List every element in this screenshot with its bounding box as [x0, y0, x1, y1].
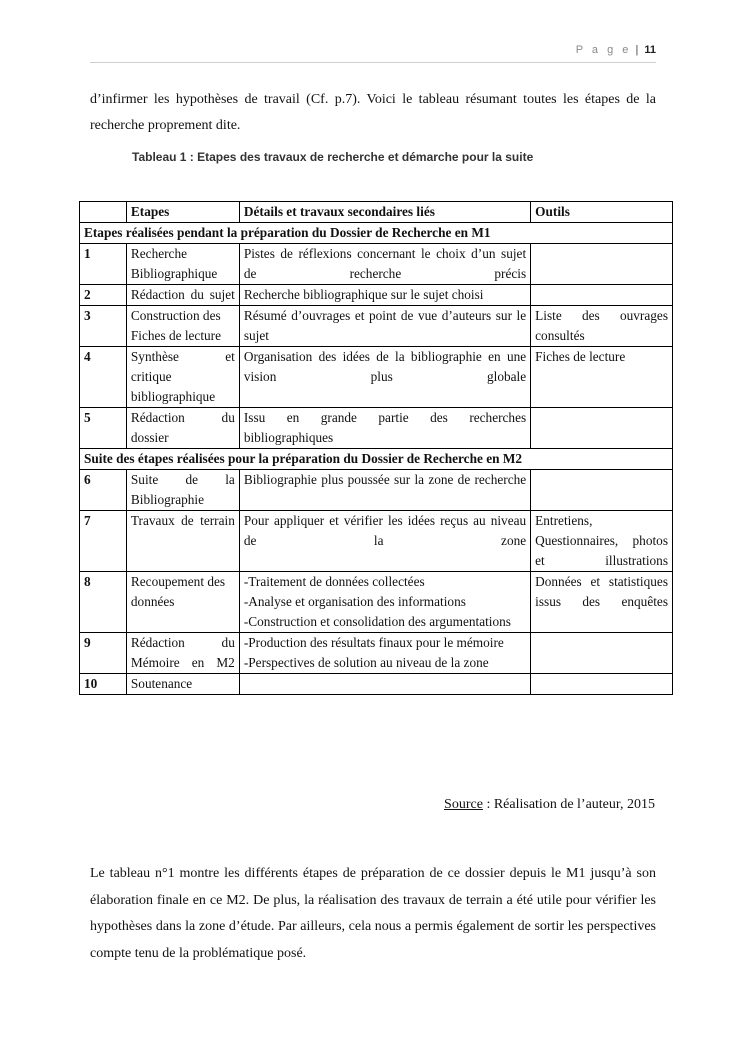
- row-outils: Fiches de lecture: [531, 347, 673, 408]
- row-number: 4: [80, 347, 127, 408]
- row-outils: [531, 285, 673, 306]
- row-etape: Rédaction du dossier: [126, 408, 239, 449]
- detail-line: -Traitement de données collectées: [243, 574, 425, 589]
- table-header-row: [80, 202, 673, 223]
- header-cell-num: [80, 202, 127, 223]
- table-row: [80, 285, 673, 306]
- table-row: [80, 470, 673, 511]
- row-etape: Suite de la Bibliographie: [126, 470, 239, 511]
- table-row: [80, 244, 673, 285]
- research-steps-table: [79, 201, 673, 695]
- table-source: [444, 797, 655, 813]
- source-label: Source: [444, 797, 483, 812]
- row-details: Pistes de réflexions concernant le choix d’un sujet de recherche précis: [239, 244, 530, 285]
- row-outils: Liste des ouvrages consultés: [531, 306, 673, 347]
- page-number-value: 11: [644, 44, 656, 56]
- row-etape: Recherche Bibliographique: [126, 244, 239, 285]
- row-etape: Synthèse et critique bibliographique: [126, 347, 239, 408]
- table-row: [80, 511, 673, 572]
- row-outils: [531, 633, 673, 674]
- page-number: [576, 44, 656, 56]
- header-cell-etapes: Etapes: [126, 202, 239, 223]
- row-outils: [531, 470, 673, 511]
- row-number: 6: [80, 470, 127, 511]
- row-number: 3: [80, 306, 127, 347]
- row-etape: Travaux de terrain: [126, 511, 239, 572]
- row-number: 2: [80, 285, 127, 306]
- row-details: Bibliographie plus poussée sur la zone de recherche: [239, 470, 530, 511]
- source-text: : Réalisation de l’auteur, 2015: [482, 797, 655, 812]
- detail-line: -Perspectives de solution au niveau de la zone: [243, 655, 489, 670]
- row-details: Pour appliquer et vérifier les idées reçus au niveau de la zone: [239, 511, 530, 572]
- row-outils: Entretiens, Questionnaires, photos et illustrations: [531, 511, 673, 572]
- row-number: 9: [80, 633, 127, 674]
- table-row: [80, 674, 673, 695]
- detail-line: -Production des résultats finaux pour le mémoire: [243, 635, 504, 650]
- table-row: [80, 572, 673, 633]
- detail-line: -Construction et consolidation des argumentations: [243, 614, 511, 629]
- table-row: [80, 347, 673, 408]
- page-header: [90, 44, 656, 63]
- row-outils: [531, 674, 673, 695]
- row-details: [239, 674, 530, 695]
- row-details: Issu en grande partie des recherches bibliographiques: [239, 408, 530, 449]
- outro-paragraph: Le tableau n°1 montre les différents étapes de préparation de ce dossier depuis le M1 jusqu’à son élaboration finale en ce M2. De plus, la réalisation des travaux de terrain a été utile pour vérifier les hypothèses dans la zone d’étude. Par ailleurs, cela nous a permis également de sortir les perspectives compte tenu de la problématique posé.: [90, 866, 656, 961]
- row-outils: [531, 408, 673, 449]
- section-row-m1: [80, 223, 673, 244]
- page-separator: |: [635, 44, 639, 56]
- section-title-m1: Etapes réalisées pendant la préparation du Dossier de Recherche en M1: [80, 223, 673, 244]
- detail-line: -Analyse et organisation des informations: [243, 594, 466, 609]
- table-row: [80, 408, 673, 449]
- row-outils: Données et statistiques issus des enquêtes: [531, 572, 673, 633]
- row-etape: Rédaction du sujet: [126, 285, 239, 306]
- row-details: Résumé d’ouvrages et point de vue d’auteurs sur le sujet: [239, 306, 530, 347]
- row-etape: Recoupement des données: [126, 572, 239, 633]
- header-cell-details: Détails et travaux secondaires liés: [239, 202, 530, 223]
- row-etape: Soutenance: [126, 674, 239, 695]
- row-outils: [531, 244, 673, 285]
- page-label: P a g e: [575, 44, 632, 56]
- section-row-m2: [80, 449, 673, 470]
- row-number: 1: [80, 244, 127, 285]
- table-caption: Tableau 1 : Etapes des travaux de recherche et démarche pour la suite: [132, 150, 534, 164]
- table-row: [80, 633, 673, 674]
- row-details: [239, 633, 530, 674]
- intro-paragraph: d’infirmer les hypothèses de travail (Cf. p.7). Voici le tableau résumant toutes les étapes de la recherche proprement dite.: [90, 92, 656, 133]
- row-number: 5: [80, 408, 127, 449]
- section-title-m2: Suite des étapes réalisées pour la préparation du Dossier de Recherche en M2: [80, 449, 673, 470]
- row-details: [239, 572, 530, 633]
- row-details: Organisation des idées de la bibliographie en une vision plus globale: [239, 347, 530, 408]
- row-etape: Rédaction du Mémoire en M2: [126, 633, 239, 674]
- table-row: [80, 306, 673, 347]
- row-details: Recherche bibliographique sur le sujet choisi: [239, 285, 530, 306]
- header-cell-outils: Outils: [531, 202, 673, 223]
- row-etape: Construction des Fiches de lecture: [126, 306, 239, 347]
- row-number: 8: [80, 572, 127, 633]
- row-number: 7: [80, 511, 127, 572]
- row-number: 10: [80, 674, 127, 695]
